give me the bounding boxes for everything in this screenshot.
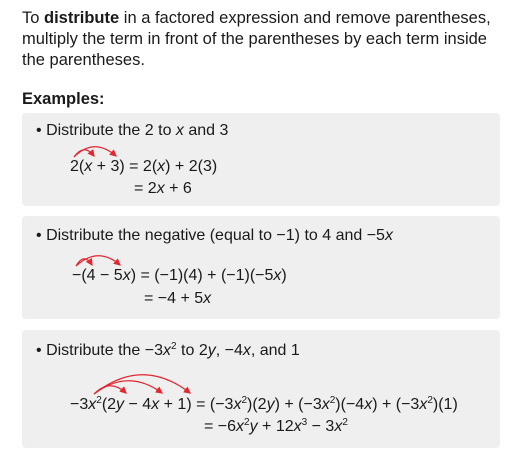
example-box-1	[22, 113, 500, 206]
example-1-instruction: • Distribute the 2 to x and 3	[36, 122, 229, 139]
example-2-instruction: • Distribute the negative (equal to −1) to 4 and −5x	[36, 227, 393, 244]
example-1-equation-line-2: = 2x + 6	[134, 180, 192, 197]
example-3-equation-line-2: = $-6x^2y + 12x^3 - 3x^2$	[204, 417, 348, 435]
example-box-3	[22, 330, 500, 448]
example-1-equation-line-1: 2(x + 3) = 2(x) + 2(3)	[70, 158, 218, 175]
example-2-equation-line-1: −(4 − 5x) = (−1)(4) + (−1)(−5x)	[72, 267, 287, 284]
distribute-term: distribute	[44, 9, 120, 27]
example-3-instruction: • Distribute the $-3x^2$ to 2y, −4x, and 1	[36, 341, 300, 359]
example-3-equation-line-1: $-3x^2(2y - 4x + 1) = (-3x^2)(2y) + (-3x^2)(-4x) + (-3x^2)(1)$	[70, 395, 458, 413]
example-box-2	[22, 216, 500, 319]
example-2-equation-line-2: = −4 + 5x	[144, 290, 212, 307]
examples-heading: Examples:	[22, 90, 105, 108]
intro-paragraph: To distribute in a factored expression and remove parentheses, multiply the term in front of the parentheses by each term inside the parentheses.	[22, 9, 491, 69]
